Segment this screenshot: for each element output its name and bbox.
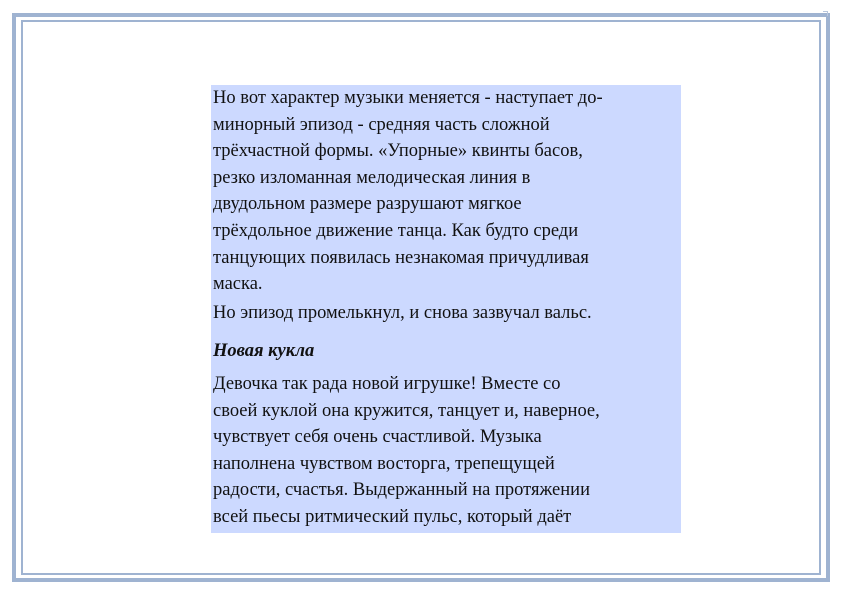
- text-line: Но вот характер музыки меняется - наступает до-: [213, 88, 603, 108]
- text-line: танцующих появилась незнакомая причудливая: [213, 247, 589, 268]
- text-line: двудольном размере разрушают мягкое: [213, 194, 522, 215]
- text-line: Девочка так рада новой игрушке! Вместе со: [213, 373, 561, 394]
- text-line: наполнена чувством восторга, трепещущей: [213, 453, 555, 474]
- text-line: трёхдольное движение танца. Как будто среди: [213, 220, 579, 241]
- corner-mark: [823, 11, 828, 16]
- text-line: трёхчастной формы. «Упорные» квинты басов,: [213, 141, 583, 162]
- paragraph-2: Но эпизод промелькнул, и снова зазвучал вальс.: [213, 302, 592, 323]
- text-line: радости, счастья. Выдержанный на протяжении: [213, 480, 590, 501]
- text-line: минорный эпизод - средняя часть сложной: [213, 114, 550, 135]
- text-box: [211, 85, 681, 533]
- text-line: чувствует себя очень счастливой. Музыка: [213, 427, 542, 448]
- section-heading: Новая кукла: [213, 341, 315, 362]
- text-line: всей пьесы ритмический пульс, который даёт: [213, 506, 572, 527]
- text-line: своей куклой она кружится, танцует и, наверное,: [213, 400, 600, 421]
- text-line: резко изломанная мелодическая линия в: [213, 167, 531, 188]
- paragraph-3: [213, 371, 681, 531]
- paragraph-1: [213, 85, 681, 298]
- text-line: маска.: [213, 274, 263, 295]
